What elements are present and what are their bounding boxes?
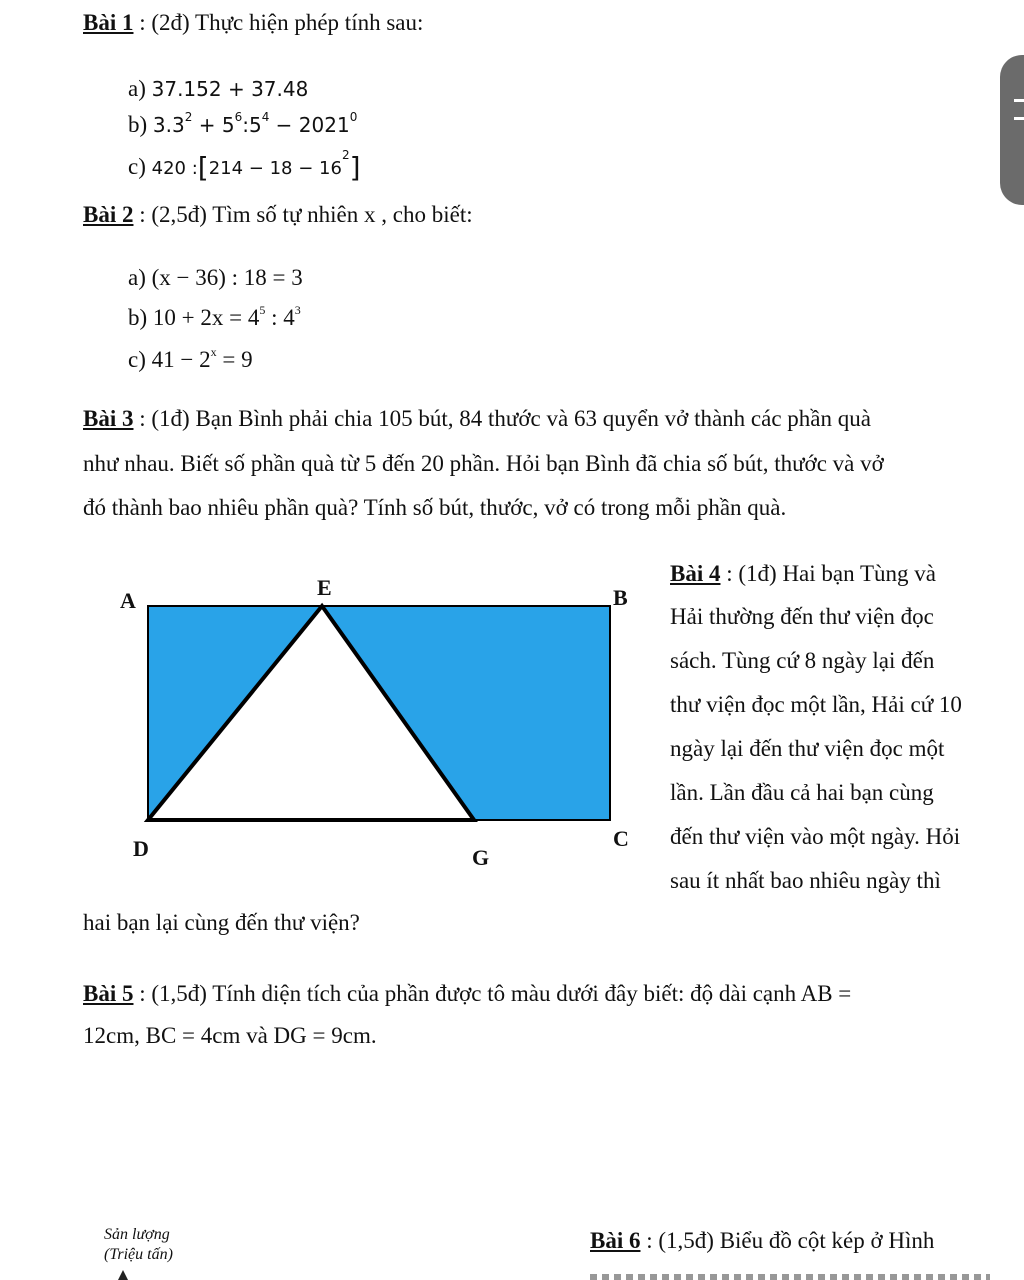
b2-mid: : 4: [265, 305, 295, 330]
bai4-line9: hai bạn lại cùng đến thư viện?: [83, 910, 360, 935]
bai1-a-label: a): [128, 76, 146, 101]
bai4-line2: Hải thường đến thư viện đọc: [670, 604, 934, 629]
chart-axis-arrow-icon: [118, 1270, 128, 1280]
label-d: D: [133, 836, 149, 861]
bai4-line4: thư viện đọc một lần, Hải cứ 10: [670, 692, 962, 717]
c1-exp: 2: [341, 148, 350, 162]
bai2-a-label: a): [128, 265, 146, 290]
bai1-intro: : (2đ) Thực hiện phép tính sau:: [133, 10, 424, 35]
geometry-figure: [110, 570, 650, 870]
bai1-b: [128, 110, 358, 137]
b1-exp4: 0: [349, 110, 358, 124]
c2-tail: = 9: [216, 347, 253, 372]
bai3-line1-text: : (1đ) Bạn Bình phải chia 105 bút, 84 thước và 63 quyển vở thành các phần quà: [133, 406, 871, 431]
bai3-title: Bài 3: [83, 406, 134, 431]
bai3-line3: đó thành bao nhiêu phần quà? Tính số bút, thước, vở có trong mỗi phần quà.: [83, 495, 787, 520]
bai4-line3: sách. Tùng cứ 8 ngày lại đến: [670, 648, 935, 673]
bai4-line5: ngày lại đến thư viện đọc một: [670, 736, 945, 761]
c2-exp: x: [210, 345, 217, 359]
bai2-intro: : (2,5đ) Tìm số tự nhiên x , cho biết:: [133, 202, 473, 227]
b1-exp3: 4: [261, 110, 270, 124]
bai4-line7: đến thư viện vào một ngày. Hỏi: [670, 824, 961, 849]
chart-ylabel: Sản lượng: [104, 1226, 170, 1243]
bai2-heading: [83, 203, 473, 226]
label-b: B: [613, 585, 628, 610]
bai4-line1: [670, 562, 936, 585]
bai1-b-expr: [152, 110, 358, 137]
bai2-a-expr: (x − 36) : 18 = 3: [151, 265, 303, 290]
bai6-intro: : (1,5đ) Biểu đồ cột kép ở Hình: [640, 1228, 935, 1253]
bai5-line1-text: : (1,5đ) Tính diện tích của phần được tô màu dưới đây biết: độ dài cạnh AB =: [133, 981, 852, 1006]
chart-ylabel-unit: (Triệu tấn): [104, 1246, 173, 1263]
b1-base: 3.3: [152, 113, 185, 137]
b1-exp1: 2: [184, 110, 193, 124]
bai2-c-label: c): [128, 347, 146, 372]
bai1-c-label: c): [128, 154, 146, 179]
bai2-b-expr: 10 + 2x = 4: [152, 305, 260, 330]
bai6-title: Bài 6: [590, 1228, 641, 1253]
bai3-line2: như nhau. Biết số phần quà từ 5 đến 20 phần. Hỏi bạn Bình đã chia số bút, thước và vở: [83, 451, 884, 476]
label-e: E: [317, 575, 332, 600]
b2-exp1: 5: [259, 303, 266, 317]
bai5-title: Bài 5: [83, 981, 134, 1006]
bai1-heading: [83, 11, 423, 34]
bai2-b: [128, 303, 301, 330]
b1-exp2: 6: [234, 110, 243, 124]
bai4-line6: lần. Lần đầu cả hai bạn cùng: [670, 780, 934, 805]
cutoff-text-line: [590, 1274, 990, 1280]
bai5-line1: [83, 982, 851, 1005]
label-g: G: [472, 845, 490, 870]
side-panel-tab[interactable]: [1000, 55, 1024, 205]
bai1-title: Bài 1: [83, 10, 134, 35]
label-c: C: [613, 826, 629, 851]
bai2-a: [128, 266, 303, 289]
c1-lead: 420 :: [151, 158, 198, 179]
c1-inner: 214 − 18 − 16: [208, 158, 342, 179]
b1-mid: + 5: [192, 113, 235, 137]
bai3-line1: [83, 407, 871, 430]
b1-mid3: − 2021: [269, 113, 350, 137]
label-a: A: [120, 588, 136, 613]
bracket-open: [: [197, 151, 209, 184]
bai1-a-expr: 37.152 + 37.48: [151, 77, 309, 101]
bai1-b-label: b): [128, 112, 148, 137]
bai4-line1-text: : (1đ) Hai bạn Tùng và: [720, 561, 936, 586]
bai4-line8: sau ít nhất bao nhiêu ngày thì: [670, 868, 941, 893]
bai1-c: [128, 148, 361, 184]
bai1-c-expr: [151, 148, 361, 184]
bai5-line2: 12cm, BC = 4cm và DG = 9cm.: [83, 1023, 377, 1048]
bai2-b-label: b): [128, 305, 148, 330]
bai2-c: [128, 345, 253, 372]
bai4-title: Bài 4: [670, 561, 721, 586]
bracket-close: ]: [349, 151, 361, 184]
b1-mid2: :5: [242, 113, 262, 137]
bai1-a: [128, 77, 308, 100]
b2-exp2: 3: [294, 303, 301, 317]
bai6-line1: [590, 1229, 934, 1252]
bai2-title: Bài 2: [83, 202, 134, 227]
bai2-c-expr: 41 − 2: [151, 347, 211, 372]
